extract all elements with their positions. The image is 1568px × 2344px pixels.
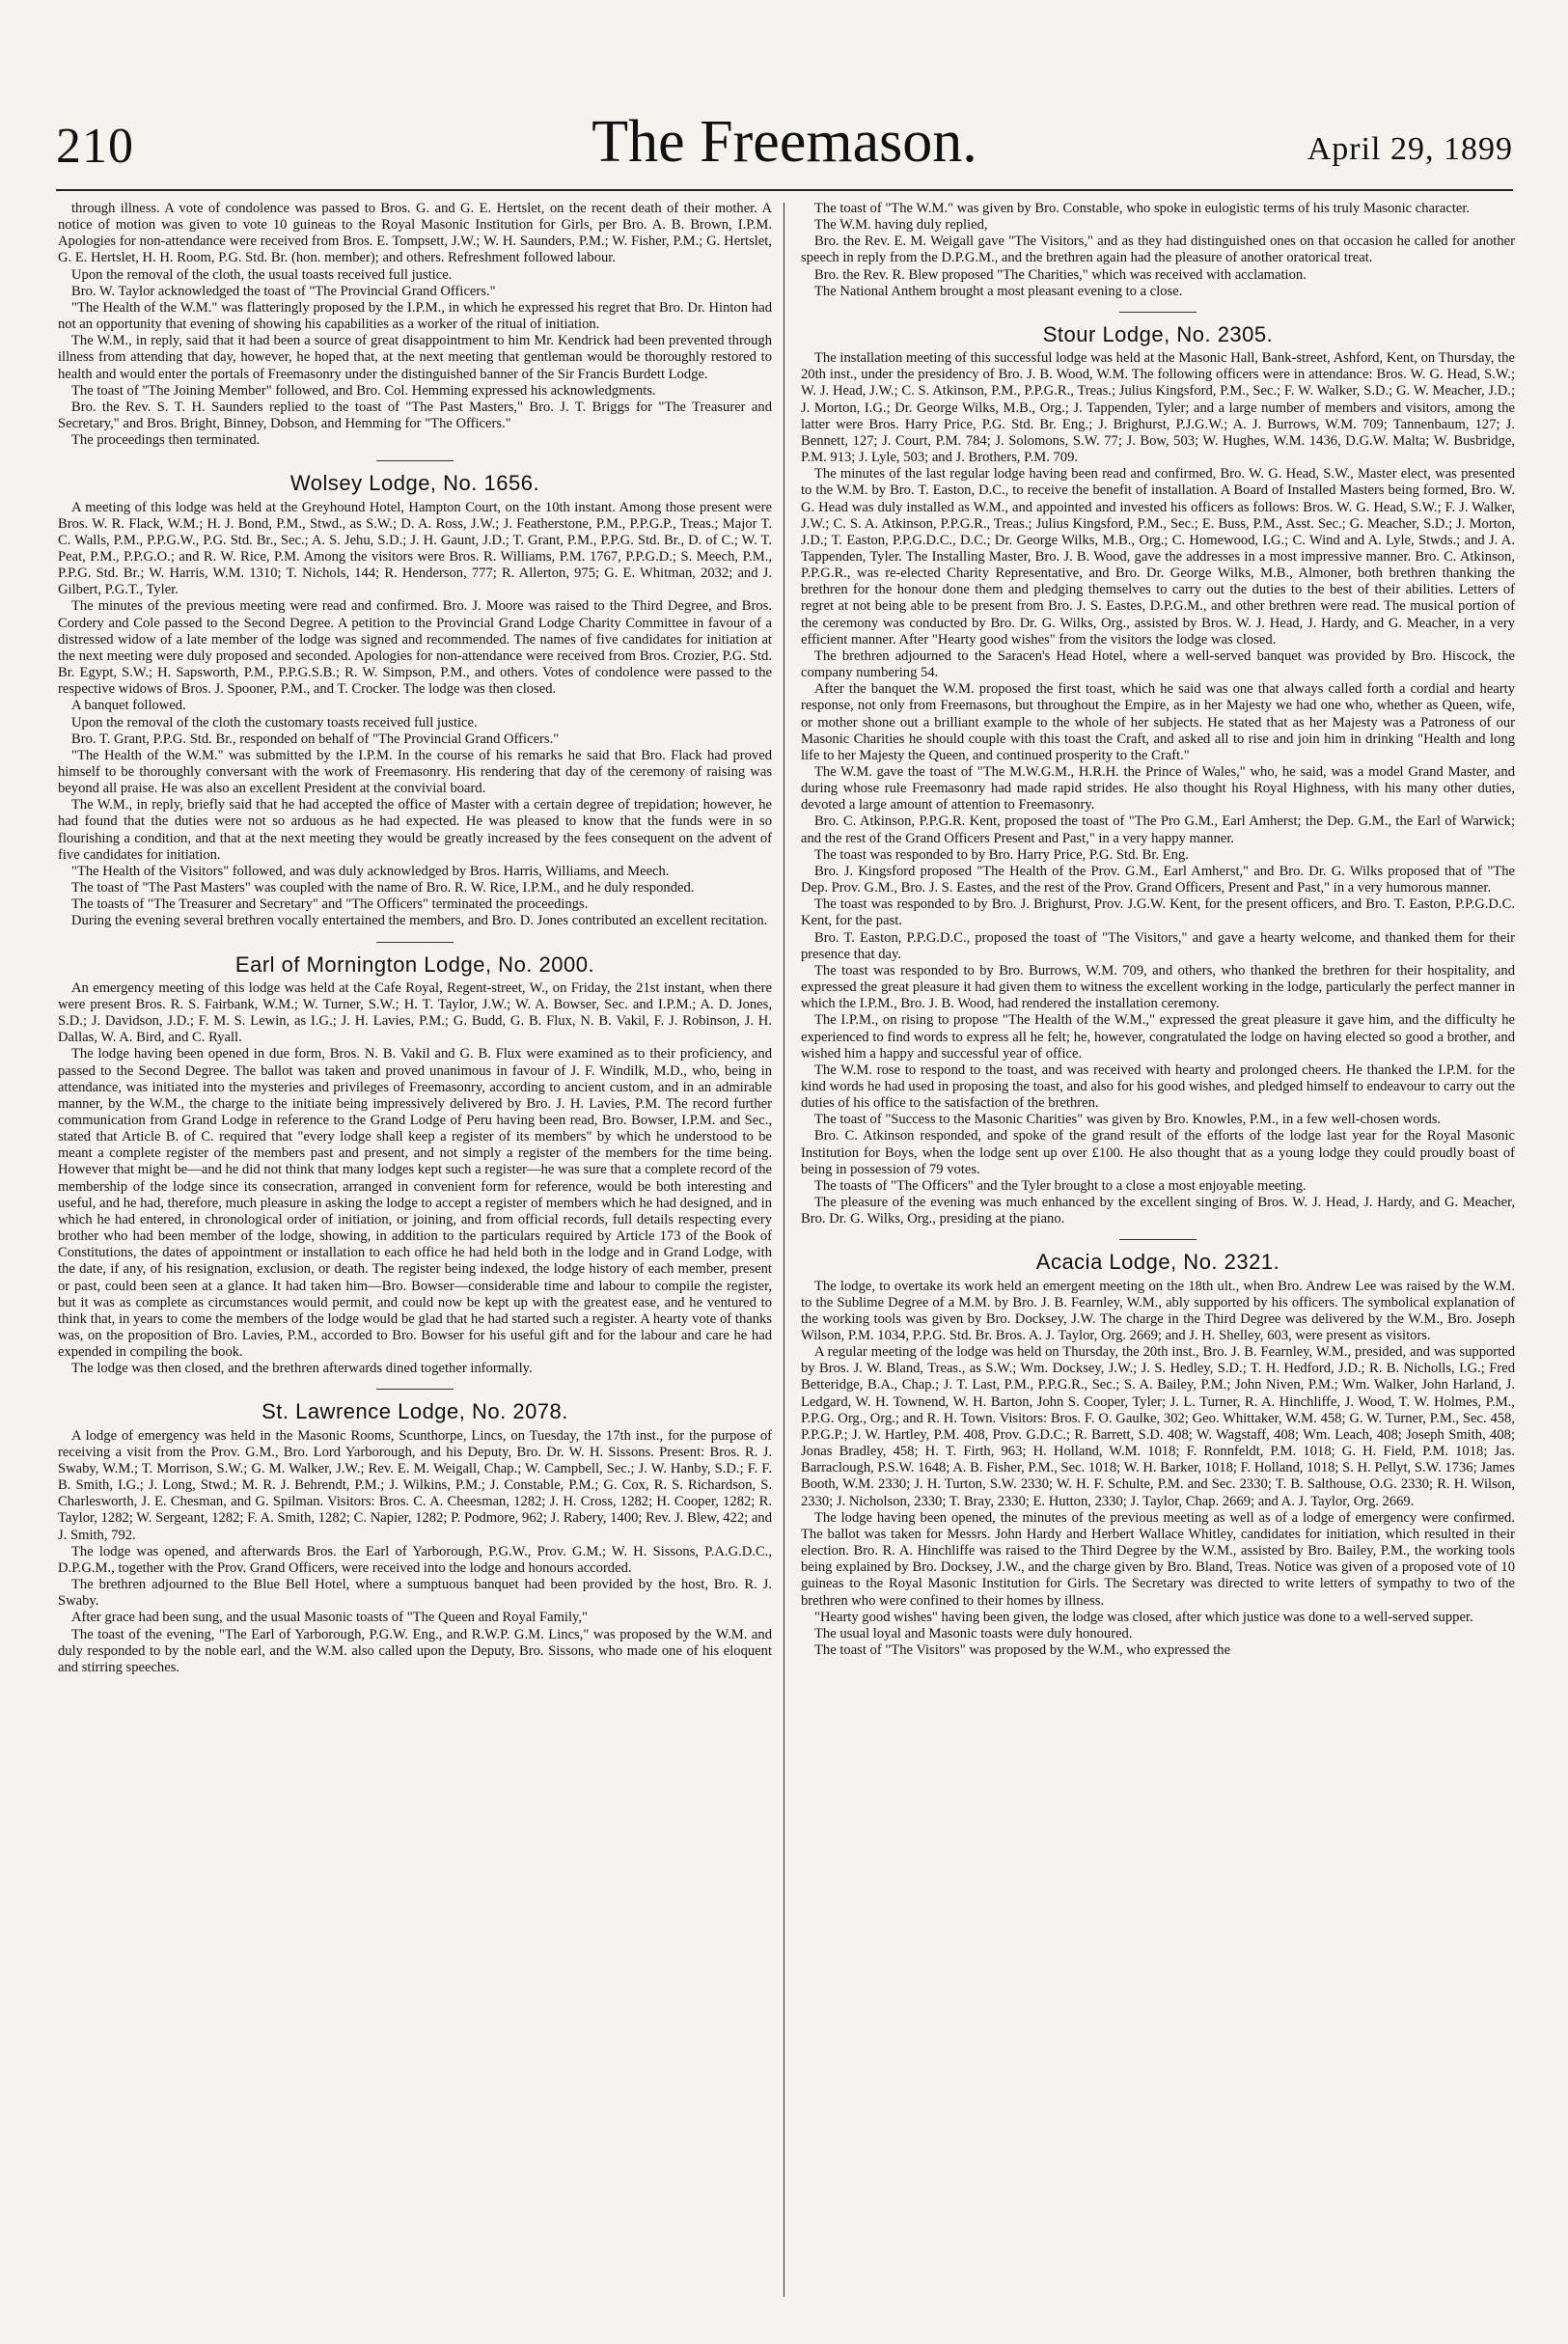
paragraph: The lodge, to overtake its work held an emergent meeting on the 18th ult., when Bro. Andrew Lee was raised by the W.M. to the Sublime Degree of a M.M. by Bro. J. B. Fearnley, W.M., ably supported by his officers. The symbolical explanation of the working tools was given by Bro. Docksey, J.W. The charge in the Third Degree was delivered by the W.M., Bro. Joseph Wilson, P.M. 1034, P.P.G. Std. Br. Bros. A. J. Taylor, Org. 2669; and J. H. Shelley, 603, were present as visitors. (801, 1278, 1515, 1343)
paragraph: The pleasure of the evening was much enhanced by the excellent singing of Bros. W. J. Head, J. Hardy, and G. Meacher, Bro. Dr. G. Wilks, Org., presiding at the piano. (801, 1195, 1515, 1227)
paragraph: The toast of "The W.M." was given by Bro. Constable, who spoke in eulogistic terms of his truly Masonic character. (814, 201, 1471, 216)
paragraph: The toast was responded to by Bro. Harry Price, P.G. Std. Br. Eng. (814, 846, 1189, 863)
paragraph: Bro. W. Taylor acknowledged the toast of "The Provincial Grand Officers." (71, 283, 496, 299)
paragraph: The toast of the evening, "The Earl of Yarborough, P.G.W. Eng., and R.W.P. G.M. Lincs," was proposed by the W.M. and duly responded to by the noble earl, and the W.M. also called upon the Deputy, Bro. Sissons, who made one of his eloquent and stirring speeches. (58, 1626, 772, 1675)
paragraph: During the evening several brethren vocally entertained the members, and Bro. D. Jones contributed an excellent recitation. (71, 913, 768, 929)
paragraph: After grace had been sung, and the usual Masonic toasts of "The Queen and Royal Family," (71, 1610, 588, 1626)
wolsey-lodge-report (58, 500, 772, 930)
paragraph: The minutes of the previous meeting were read and confirmed. Bro. J. Moore was raised to the Third Degree, and Bros. Cordery and Cole passed to the Second Degree. A petition to the Provincial Grand Lodge Charity Committee in favour of a distressed widow of a late member of the lodge was signed and recommended. The names of five candidates for initiation at the next meeting were duly proposed and seconded. Apologies for non-attendance were received from Bros. Crozier, P.G. Std. Br. Egypt, S.W.; H. Sapsworth, P.M., P.P.G.S.B.; R. W. Simpson, P.M., and others. Votes of condolence were passed to the respective widows of Bros. J. Spooner, P.M., and T. Crocker. The lodge was then closed. (58, 598, 772, 698)
page-header (56, 108, 1513, 185)
acacia-lodge-report (801, 1279, 1515, 1660)
paragraph: Bro. T. Easton, P.P.G.D.C., proposed the toast of "The Visitors," and gave a hearty welcome, and thanked them for their presence that day. (801, 929, 1515, 962)
paragraph: The installation meeting of this successful lodge was held at the Masonic Hall, Bank-street, Ashford, Kent, on Thursday, the 20th inst., under the presidency of Bro. J. B. Wood, W.M. The following officers were in attendance: Bros. W. G. Head, S.W.; W. J. Head, J.W.; C. S. Atkinson, P.M., P.P.G.R., Treas.; Julius Kingsford, P.M., Sec.; F. W. Walker, S.D.; G. W. Meacher, J.D.; J. Morton, I.G.; Dr. George Wilks, M.B., Org.; J. Tappenden, Tyler; and a large number of members and visitors, among the latter were Bros. Harry Price, P.G. Std. Br. Eng.; J. Brighurst, P.J.G.W.; A. J. Burrows, W.M. 709; Tannenbaum, 127; J. Bennett, 127; J. Court, P.M. 784; J. Solomons, S.W. 77; J. Bow, 503; W. Hughes, W.M. 1436, D.G.W. Malta; W. Busbridge, P.M. 913; J. Lyle, 503; and J. Brothers, P.M. 709. (801, 350, 1515, 466)
section-rule (376, 942, 454, 943)
paragraph: Upon the removal of the cloth the customary toasts received full justice. (71, 714, 478, 731)
paragraph: Bro. the Rev. R. Blew proposed "The Charities," which was received with acclamation. (814, 266, 1307, 283)
paragraph: An emergency meeting of this lodge was held at the Cafe Royal, Regent-street, W., on Friday, the 21st instant, when there were present Bros. R. S. Fairbank, W.M.; W. Turner, S.W.; H. T. Taylor, J.W.; W. A. Bowser, Sec. and I.P.M.; A. D. Jones, S.D.; J. Davidson, J.D.; F. M. S. Lewin, as I.G.; J. H. Lavies, P.M.; G. Budd, G. B. Flux, N. B. Vakil, F. J. Robinson, J. H. Dallas, W. A. Bird, and C. Ryall. (58, 979, 772, 1046)
paragraph: Bro. C. Atkinson, P.P.G.R. Kent, proposed the toast of "The Pro G.M., Earl Amherst; the Dep. G.M., the Earl of Warwick; and the rest of the Grand Officers Present and Past," in a very happy manner. (801, 814, 1515, 846)
paragraph: Upon the removal of the cloth, the usual toasts received full justice. (71, 266, 453, 283)
section-rule (376, 1389, 454, 1390)
left-column (58, 201, 772, 1676)
st-lawrence-lodge-report (58, 1428, 772, 1676)
earl-of-mornington-lodge-report (58, 980, 772, 1378)
paragraph: "The Health of the W.M." was submitted by the I.P.M. In the course of his remarks he said that Bro. Flack had proved himself to be thoroughly conversant with the work of Freemasonry. His rendering that day of the ceremony of raising was beyond all praise. He was also an excellent President at the convivial board. (58, 747, 772, 797)
paragraph: The W.M., in reply, briefly said that he had accepted the office of Master with a certain degree of trepidation; however, he had found that the duties were not so arduous as he had expected. He was pleased to know that the funds were in so flourishing a condition, and that at the next meeting they would be greatly increased by the fees consequent on the advent of five candidates for initiation. (58, 797, 772, 863)
paragraph: The toasts of "The Treasurer and Secretary" and "The Officers" terminated the proceedings. (71, 896, 589, 913)
paragraph: The lodge having been opened in due form, Bros. N. B. Vakil and G. B. Flux were examined as to their proficiency, and passed to the Second Degree. The ballot was taken and proved unanimous in favour of J. F. Windilk, M.D., who, being in attendance, was initiated into the mysteries and privileges of Freemasonry, according to ancient custom, and in an admirable manner, by the W.M., the charge to the initiate being impressively delivered by Bro. J. H. Lavies, P.M. The record further communication from Grand Lodge in reference to the Grand Lodge of Peru having been read, Bro. Bowser, I.P.M. and Sec., stated that Article B. of C. required that "every lodge shall keep a register of its members" by which he understood to be meant a complete register of the members past and present, and not simply a register of the members for the time being. However that might be—and he did not think that many lodges kept such a register—he was sure that a complete record of the membership of the lodge since its consecration, arranged in convenient form for reference, would be both interesting and useful, and he had, therefore, much pleasure in asking the lodge to accept a register of members which he had designed, and in which he had entered, in chronological order of initiation, or joining, and from official records, full details respecting every brother who had been member of the lodge, showing, in addition to the particulars required by Article 173 of the Book of Constitutions, the dates of appointment or installation to each office he had held both in the lodge and in Grand Lodge, with the date, if any, of his resignation, exclusion, or death. The register being indexed, the lodge history of each member, present or past, could been seen at a glance. It had taken him—Bro. Bowser—considerable time and labour to compile the register, but it was as complete as circumstances would permit, and could now be kept up with the greatest ease, and he ventured to think that, in years to come the members of the lodge would be glad that he had started such a register. A hearty vote of thanks was, on the proposition of Bro. Lavies, P.M., accorded to Bro. Bowser for his useful gift and for the labour and care he had expended in compiling the book. (58, 1046, 772, 1361)
paragraph: The proceedings then terminated. (71, 432, 261, 449)
paragraph: The toast was responded to by Bro. Burrows, W.M. 709, and others, who thanked the brethren for their hospitality, and expressed the great pleasure it had given them to witness the excellent working in the lodge, particularly the perfect manner in which the I.P.M., Bro. J. B. Wood, had rendered the installation ceremony. (801, 962, 1515, 1012)
paragraph: Bro. the Rev. E. M. Weigall gave "The Visitors," and as they had distinguished ones on that occasion he called for another speech in reply from the D.P.G.M., and the brethren again had the pleasure of another oratorical treat. (801, 234, 1515, 266)
section-heading-acacia: Acacia Lodge, No. 2321. (1035, 1250, 1280, 1275)
paragraph: Bro. the Rev. S. T. H. Saunders replied to the toast of "The Past Masters," Bro. J. T. Briggs for "The Treasurer and Secretary," and Bros. Bright, Binney, Dobson, and Hemming for "The Officers." (58, 399, 772, 432)
st-lawrence-report-continued (801, 201, 1515, 300)
issue-date: April 29, 1899 (1307, 131, 1513, 167)
paragraph: The W.M. having duly replied, (814, 217, 988, 234)
paragraph: The toast of "Success to the Masonic Charities" was given by Bro. Knowles, P.M., in a few well-chosen words. (814, 1112, 1442, 1128)
paragraph: The W.M. gave the toast of "The M.W.G.M., H.R.H. the Prince of Wales," who, he said, was a model Grand Master, and during whose rule Freemasonry had made rapid strides. He also thought his Royal Highness, with his many other duties, devoted a large amount of attention to Freemasonry. (801, 764, 1515, 814)
paragraph: Bro. J. Kingsford proposed "The Health of the Prov. G.M., Earl Amherst," and Bro. Dr. G. Wilks proposed that of "The Dep. Prov. G.M., Bro. J. S. Eastes, and the rest of the Prov. Grand Officers, Present and Past," in a very humorous manner. (801, 863, 1515, 896)
paragraph: The lodge was then closed, and the brethren afterwards dined together informally. (71, 1361, 533, 1377)
paragraph: The lodge having been opened, the minutes of the previous meeting as well as of a lodge of emergency were confirmed. The ballot was taken for Messrs. John Hardy and Herbert Wallace Whitley, candidates for initiation, which resulted in their election. Bro. R. A. Hinchliffe was raised to the Third Degree by the W.M., assisted by Bro. Bailey, P.M., the working tools being explained by Bro. Docksey, J.W., and the charge given by Bro. Bland, Treas. Notice was given of a proposed vote of 10 guineas to the Royal Masonic Institution for Girls. The Secretary was directed to write letters of sympathy to two of the brethren who were confined to their homes by illness. (801, 1509, 1515, 1609)
paragraph: The toast was responded to by Bro. J. Brighurst, Prov. J.G.W. Kent, for the present officers, and Bro. T. Easton, P.P.G.D.C. Kent, for the past. (801, 896, 1515, 929)
paragraph: The toasts of "The Officers" and the Tyler brought to a close a most enjoyable meeting. (814, 1177, 1307, 1194)
section-heading-wolsey: Wolsey Lodge, No. 1656. (289, 471, 540, 496)
section-rule (1119, 1239, 1197, 1240)
paragraph: The W.M. rose to respond to the toast, and was received with hearty and prolonged cheers. He thanked the I.P.M. for the kind words he had used in proposing the toast, and also for his good wishes, and pledged himself to endeavour to carry out the duties of his office to the satisfaction of the brethren. (801, 1062, 1515, 1112)
lodge-report-continued (58, 201, 772, 449)
section-heading-earl-of-mornington: Earl of Mornington Lodge, No. 2000. (234, 951, 595, 977)
paragraph: A lodge of emergency was held in the Masonic Rooms, Scunthorpe, Lincs, on Tuesday, the 17th inst., for the purpose of receiving a visit from the Prov. G.M., Bro. Lord Yarborough, and his Deputy, Bro. Dr. W. H. Sissons. Present: Bros. R. J. Swaby, W.M.; T. Morrison, S.W.; G. M. Walker, J.W.; Rev. E. M. Weigall, Chap.; W. Campbell, Sec.; J. W. Hanby, S.D.; F. F. B. Smith, I.G.; J. Long, Stwd.; M. R. J. Behrendt, P.M.; J. Wilkins, P.M.; J. Constable, P.M.; G. Cox, R. S. Richardson, S. Charlesworth, J. E. Chesman, and G. Spilman. Visitors: Bros. C. A. Cheesman, 1282; J. H. Cross, 1282; H. Cooper, 1282; R. Taylor, 1282; W. Sergeant, 1282; F. A. Smith, 1282; C. Napier, 1282; P. Podmore, 962; J. Rabery, 1400; Rev. J. Blew, 422; and J. Smith, 792. (58, 1427, 772, 1543)
section-heading-st-lawrence: St. Lawrence Lodge, No. 2078. (261, 1399, 568, 1424)
section-heading-stour: Stour Lodge, No. 2305. (1042, 321, 1274, 346)
paragraph: "The Health of the W.M." was flatteringly proposed by the I.P.M., in which he expressed his regret that Bro. Dr. Hinton had not an opportunity that evening of showing his capabilities as a worker of the ritual of initiation. (58, 299, 772, 333)
paragraph: A banquet followed. (71, 698, 186, 714)
stour-lodge-report (801, 350, 1515, 1227)
right-column (801, 201, 1515, 1659)
paragraph: The I.P.M., on rising to propose "The Health of the W.M.," expressed the great pleasure it gave him, and the difficulty he experienced to find words to express all he felt; he, however, congratulated the lodge on having elected so good a brother, and wished him a happy and successful year of office. (801, 1012, 1515, 1062)
masthead-title: The Freemason. (591, 109, 977, 175)
section-rule (376, 460, 454, 461)
paragraph: The minutes of the last regular lodge having been read and confirmed, Bro. W. G. Head, S.W., Master elect, was presented to the W.M. by Bro. T. Easton, D.C., to receive the benefit of installation. A Board of Installed Masters being formed, Bro. W. G. Head was duly installed as W.M., and appointed and invested his officers as follows: Bros. W. G. Head, S.W.; F. J. Walker, J.W.; C. S. A. Atkinson, P.P.G.R., Treas.; Julius Kingsford, P.M., Sec.; E. Buss, P.M., Asst. Sec.; G. Meacher, S.D.; J. Morton, J.D.; T. Easton, P.P.G.D.C., D.C.; Dr. George Wilks, M.B., Org.; C. Homewood, I.G.; C. Wind and A. Lyle, Stwds.; and J. A. Tappenden, Tyler. The Installing Master, Bro. J. B. Wood, gave the addresses in a most impressive manner. Bro. C. Atkinson, P.P.G.R., was re-elected Charity Representative, and Bro. Dr. George Wilks, M.B., Almoner, both brethren thanking the brethren for the honour done them and pledging themselves to carry out the duties to the best of their abilities. Letters of regret at not being able to be present from Bro. J. S. Eastes, D.P.G.M., and other brethren were read. The musical portion of the ceremony was conducted by Bro. Dr. G. Wilks, Org., assisted by Bros. W. J. Head, J. Hardy, and G. Meacher, in a very efficient manner. After "Hearty good wishes" from the visitors the lodge was closed. (801, 466, 1515, 648)
paragraph: Bro. C. Atkinson responded, and spoke of the grand result of the efforts of the lodge last year for the Royal Masonic Institution for Boys, when the lodge sent up over £100. He also thought that as a young lodge they could proudly boast of being in possession of 79 votes. (801, 1128, 1515, 1177)
paragraph: The usual loyal and Masonic toasts were duly honoured. (814, 1625, 1133, 1641)
paragraph: The W.M., in reply, said that it had been a source of great disappointment to him Mr. Kendrick had been prevented through illness from attending that day, however, he hoped that, at the next meeting that gentleman would be thoroughly restored to health and would enter the portals of Freemasonry under the distinguished banner of the Sir Francis Burdett Lodge. (58, 333, 772, 382)
paragraph: The brethren adjourned to the Saracen's Head Hotel, where a well-served banquet was provided by Bro. Hiscock, the company numbering 54. (801, 648, 1515, 681)
paragraph: After the banquet the W.M. proposed the first toast, which he said was one that always called forth a cordial and hearty response, not only from Freemasons, but throughout the Empire, as in her Majesty we had one who, whether as Queen, wife, or mother shone out a brilliant example to the whole of her subjects. He stated that as her Majesty was a Patroness of our Masonic Charities he should couple with this toast the Craft, and asked all to rise and join him in drinking "Health and long life to her Majesty the Queen, and continued prosperity to the Craft." (801, 681, 1515, 763)
paragraph: The brethren adjourned to the Blue Bell Hotel, where a sumptuous banquet had been provided by the host, Bro. R. J. Swaby. (58, 1577, 772, 1610)
paragraph: Bro. T. Grant, P.P.G. Std. Br., responded on behalf of "The Provincial Grand Officers." (71, 731, 560, 747)
paragraph: "Hearty good wishes" having been given, the lodge was closed, after which justice was done to a well-served supper. (814, 1609, 1473, 1625)
paragraph: The toast of "The Joining Member" followed, and Bro. Col. Hemming expressed his acknowledgments. (71, 382, 656, 399)
paragraph: "The Health of the Visitors" followed, and was duly acknowledged by Bros. Harris, Williams, and Meech. (71, 863, 670, 879)
paragraph: The National Anthem brought a most pleasant evening to a close. (814, 283, 1183, 299)
section-rule (1119, 312, 1197, 313)
paragraph: through illness. A vote of condolence was passed to Bros. G. and G. E. Hertslet, on the recent death of their mother. A notice of motion was given to vote 10 guineas to the Royal Masonic Institution for Girls, per Bro. A. B. Brown, I.P.M. Apologies for non-attendance were received from Bros. E. Tompsett, J.W.; W. H. Saunders, P.M.; W. Fisher, P.M.; G. Hertslet, G. E. Hertslet, H. H. Room, P.G. Std. Br. (hon. member); and others. Refreshment followed labour. (58, 201, 772, 266)
page-number: 210 (56, 119, 134, 174)
paragraph: The lodge was opened, and afterwards Bros. the Earl of Yarborough, P.G.W., Prov. G.M.; W. H. Sissons, P.A.G.D.C., D.P.G.M., together with the Prov. Grand Officers, were received into the lodge and honours accorded. (58, 1543, 772, 1576)
paragraph: The toast of "The Past Masters" was coupled with the name of Bro. R. W. Rice, I.P.M., and he duly responded. (71, 880, 695, 896)
paragraph: The toast of "The Visitors" was proposed by the W.M., who expressed the (814, 1641, 1231, 1658)
paragraph: A meeting of this lodge was held at the Greyhound Hotel, Hampton Court, on the 10th instant. Among those present were Bros. W. R. Flack, W.M.; H. J. Bond, P.M., Stwd., as S.W.; D. A. Ross, J.W.; J. Featherstone, P.M., P.P.G.P., Treas.; Major T. C. Walls, P.M., P.P.G.W., P.G. Std. Br., Sec.; A. S. Jehu, S.D.; J. H. Gaunt, J.D.; T. Grant, P.M., P.P.G. Std. Br., D. of C.; W. T. Peat, P.M., P.P.G.O.; and R. W. Rice, P.M. Among the visitors were Bros. R. Williams, P.M. 1767, P.P.G.D.; S. Meech, P.M., P.P.G. Std. Br.; W. Harris, W.M. 1310; T. Nichols, 144; R. Henderson, 777; R. Allerton, 975; G. E. Whitman, 2032; and J. Gilbert, P.G.T., Tyler. (58, 499, 772, 598)
header-rule (56, 189, 1513, 191)
paragraph: A regular meeting of the lodge was held on Thursday, the 20th inst., Bro. J. B. Fearnley, W.M., presided, and was supported by Bros. J. W. Bland, Treas., as S.W.; Wm. Docksey, J.W.; J. S. Hedley, S.D.; T. H. Hedford, J.D.; R. B. Nicholls, I.G.; Fred Betteridge, B.A., Chap.; J. T. Last, P.M., P.P.G.R., Sec.; S. A. Bailey, P.M.; John Niven, P.M.; Wm. Walker, John Harland, J. Ledgard, W. H. Townend, W. H. Barton, John S. Cooper, Tyler; J. L. Turner, R. A. Hinchliffe, J. Wood, T. W. Holmes, P.M., P.P.G. Org., Org.; and R. H. Town. Visitors: Bros. F. O. Gaulke, 302; Geo. Whittaker, W.M. 458; G. W. Turner, P.M., Sec. 458, P.P.G.P.; J. W. Hartley, P.M. 408, Prov. G.D.C.; R. Barrett, S.D. 408; W. Wagstaff, 408; Wm. Leach, 408; Joseph Smith, 408; Jonas Bradley, 458; H. T. Firth, 963; H. Holland, W.M. 1018; F. Ronnfeldt, P.M. 1018; G. H. Field, P.M. 1018; Jas. Barraclough, P.S.W. 1648; A. B. Fisher, P.M., Sec. 1018; W. H. Barker, 1018; F. Holland, 1018; S. H. Pellyt, S.W. 1736; James Booth, W.M. 2330; J. H. Turton, S.W. 2330; W. H. F. Schulte, P.M. and Sec. 2330; T. B. Salthouse, O.G. 2330; R. H. Wilson, 2330; J. Nicholson, 2330; T. Bray, 2330; E. Hutton, 2330; J. Taylor, Chap. 2669; and A. J. Taylor, Org. 2669. (801, 1344, 1515, 1509)
